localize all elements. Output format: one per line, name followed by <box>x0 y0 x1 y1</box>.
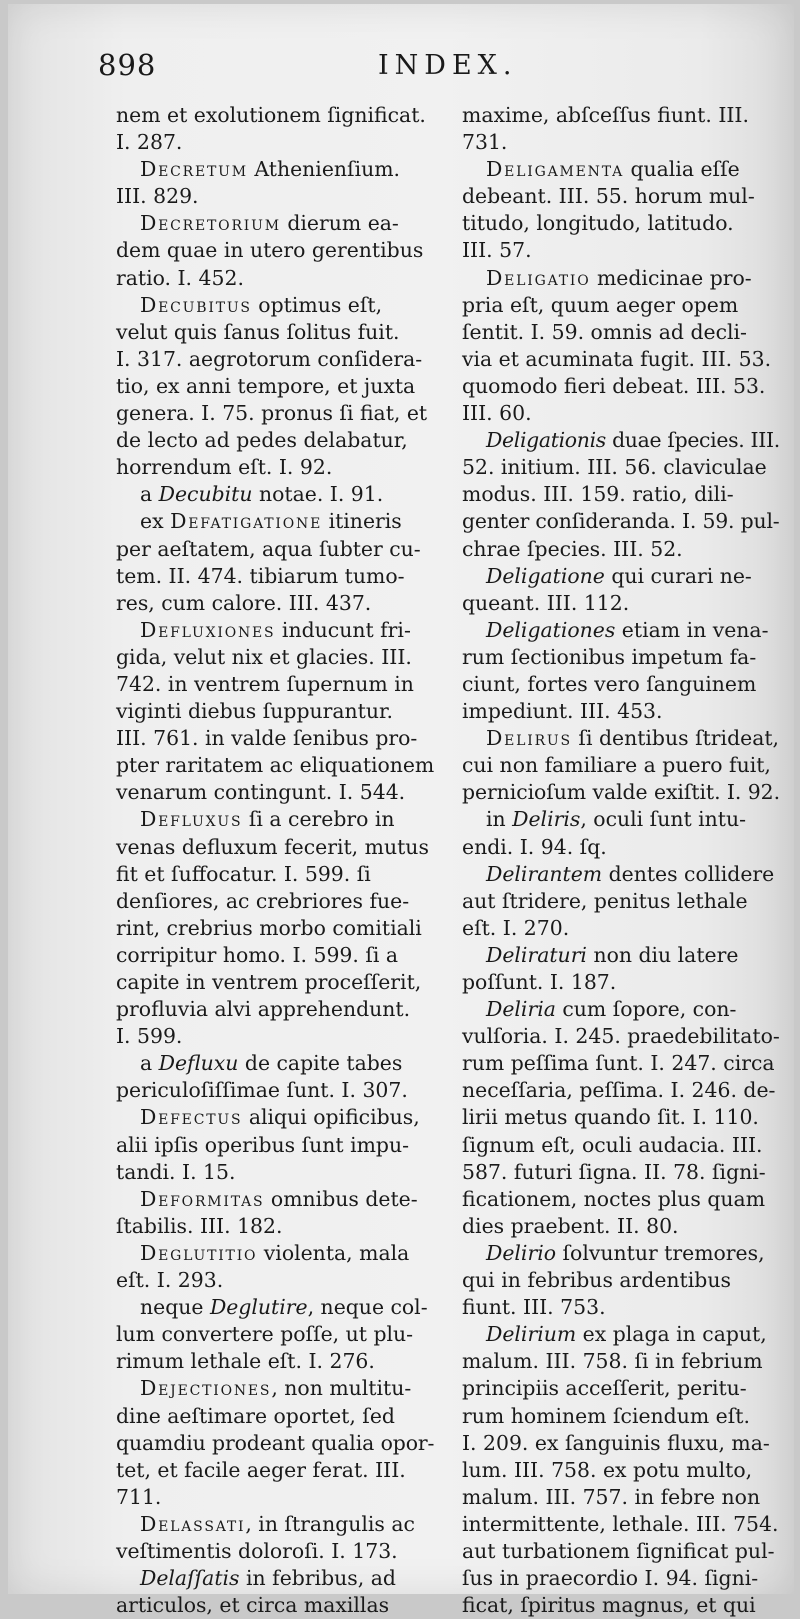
index-line <box>116 319 434 346</box>
index-line <box>116 481 434 508</box>
entry-italic-headword: Delaſſatis <box>140 1566 240 1591</box>
line-text: qui in febribus ardentibus <box>462 1268 731 1293</box>
line-text: veſtimentis doloroſi. I. 173. <box>116 1538 398 1563</box>
line-text: 731. <box>462 130 508 155</box>
index-line <box>462 752 780 779</box>
index-line <box>116 1132 434 1159</box>
index-line <box>462 671 780 698</box>
line-text: , in ſtrangulis ac <box>245 1511 415 1536</box>
index-line <box>462 1430 780 1457</box>
index-line <box>116 1403 434 1430</box>
index-line <box>116 102 434 129</box>
index-line <box>116 156 434 183</box>
entry-italic-headword: Deliris <box>512 807 581 832</box>
line-text: nem et exolutionem ſignificat. <box>116 103 426 127</box>
index-line <box>116 1321 434 1348</box>
entry-prefix: neque <box>140 1295 210 1320</box>
index-line <box>116 888 434 915</box>
line-text: intermittente, lethale. III. 754. <box>462 1511 779 1536</box>
entry-prefix: a <box>140 1051 159 1076</box>
index-line <box>116 1592 434 1619</box>
line-text: de lecto ad pedes delabatur, <box>116 428 408 453</box>
index-line <box>462 400 780 427</box>
index-line <box>116 183 434 210</box>
line-text: malum. III. 758. ſi in febrium <box>462 1349 763 1374</box>
line-text: cum ſopore, con- <box>555 997 737 1022</box>
line-text: neceſſaria, peſſima. I. 246. de- <box>462 1078 776 1103</box>
line-text: eſt. I. 293. <box>116 1268 224 1293</box>
index-line <box>462 1457 780 1484</box>
index-line <box>462 888 780 915</box>
index-line <box>462 1348 780 1375</box>
index-line <box>116 400 434 427</box>
line-text: , oculi ſunt intu- <box>580 807 747 832</box>
line-text: rimum lethale eſt. I. 276. <box>116 1349 375 1374</box>
entry-headword: Defluxus <box>140 807 243 832</box>
index-line <box>116 861 434 888</box>
index-line <box>462 156 780 183</box>
entry-prefix: ex <box>140 509 171 534</box>
line-text: , non multitu- <box>271 1376 412 1401</box>
entry-italic-headword: Deligatione <box>486 563 605 588</box>
entry-italic-headword: Deliraturi <box>486 942 587 967</box>
line-text: endi. I. 94. ſq. <box>462 834 607 859</box>
index-line <box>462 1565 780 1592</box>
line-text: genera. I. 75. pronus ſi fiat, et <box>116 401 428 426</box>
line-text: in febribus, ad <box>239 1566 396 1591</box>
index-line <box>462 183 780 210</box>
index-line <box>116 1267 434 1294</box>
entry-italic-headword: Deliria <box>486 997 556 1022</box>
line-text: ex plaga in caput, <box>576 1322 767 1347</box>
line-text: maxime, abſceſſus fiunt. III. <box>462 103 749 127</box>
index-line <box>116 427 434 454</box>
line-text: I. 209. ex ſanguinis fluxu, ma- <box>462 1430 770 1455</box>
line-text: tet, et facile aeger ferat. III. <box>116 1457 406 1482</box>
index-line <box>116 265 434 292</box>
index-line <box>116 725 434 752</box>
line-text: vulſoria. I. 245. praedebilitato- <box>462 1024 780 1049</box>
line-text: rum ſectionibus impetum fa- <box>462 644 757 669</box>
index-line <box>462 536 780 563</box>
index-line <box>462 237 780 264</box>
line-text: notae. I. 91. <box>252 482 384 507</box>
index-line <box>462 1294 780 1321</box>
index-line <box>462 1511 780 1538</box>
line-text: , neque col- <box>307 1295 428 1320</box>
index-line <box>462 969 780 996</box>
index-line <box>116 1050 434 1077</box>
line-text: dentes collidere <box>602 861 775 886</box>
line-text: medicinae pro- <box>590 265 752 290</box>
line-text: profluvia alvi apprehendunt. <box>116 997 411 1022</box>
page-header <box>8 48 794 84</box>
running-title: INDEX. <box>378 50 518 81</box>
line-text: dine aeſtimare oportet, ſed <box>116 1403 395 1428</box>
line-text: Athenienſium. <box>247 157 401 182</box>
entry-headword: Decretum <box>140 157 248 182</box>
line-text: capite in ventrem proceſſerit, <box>116 970 422 994</box>
line-text: titudo, longitudo, latitudo. <box>462 211 734 236</box>
index-line <box>462 590 780 617</box>
index-line <box>462 319 780 346</box>
line-text: qui curari ne- <box>604 563 752 588</box>
index-line <box>462 292 780 319</box>
index-line <box>462 1104 780 1131</box>
index-line <box>462 129 780 156</box>
line-text: poſſunt. I. 187. <box>462 970 617 994</box>
index-line <box>116 779 434 806</box>
line-text: ſignum eſt, oculi audacia. III. <box>462 1132 763 1157</box>
index-line <box>462 265 780 292</box>
right-column <box>462 102 780 1619</box>
index-line <box>116 563 434 590</box>
entry-headword: Dejectiones <box>140 1376 272 1401</box>
index-line <box>116 237 434 264</box>
index-line <box>116 996 434 1023</box>
entry-headword: Deglutitio <box>140 1240 258 1265</box>
index-line <box>116 1511 434 1538</box>
line-text: venas defluxum fecerit, mutus <box>116 834 429 859</box>
index-line <box>116 1484 434 1511</box>
entry-prefix: a <box>140 482 159 507</box>
index-line <box>116 752 434 779</box>
index-line <box>462 861 780 888</box>
line-text: III. 829. <box>116 184 199 209</box>
line-text: fit et ſuffocatur. I. 599. ſi <box>116 861 371 886</box>
index-line <box>116 454 434 481</box>
line-text: gida, velut nix et glacies. III. <box>116 644 412 669</box>
line-text: tem. II. 474. tibiarum tumo- <box>116 563 405 588</box>
line-text: via et acuminata fugit. III. 53. <box>462 346 772 371</box>
index-line <box>462 1159 780 1186</box>
line-text: 742. in ventrem ſupernum in <box>116 671 414 696</box>
index-line <box>462 102 780 129</box>
entry-italic-headword: Decubitu <box>158 482 253 507</box>
index-line <box>462 1403 780 1430</box>
index-line <box>116 129 434 156</box>
line-text: dierum ea- <box>280 211 399 236</box>
index-line <box>116 969 434 996</box>
line-text: 587. futuri ſigna. II. 78. ſigni- <box>462 1159 766 1184</box>
line-text: impediunt. III. 453. <box>462 699 663 724</box>
line-text: optimus eſt, <box>251 292 383 317</box>
index-line <box>116 1565 434 1592</box>
line-text: III. 60. <box>462 401 532 426</box>
line-text: horrendum eſt. I. 92. <box>116 455 333 480</box>
line-text: tandi. I. 15. <box>116 1159 236 1184</box>
index-line <box>462 806 780 833</box>
index-line <box>462 508 780 535</box>
line-text: dem quae in utero gerentibus <box>116 238 424 263</box>
line-text: per aeſtatem, aqua ſubter cu- <box>116 536 421 561</box>
line-text: rum hominem ſciendum eſt. <box>462 1403 750 1428</box>
entry-headword: Decretorium <box>140 211 281 236</box>
entry-headword: Delassati <box>140 1511 246 1536</box>
index-line <box>116 1240 434 1267</box>
line-text: pria eſt, quum aeger opem <box>462 292 739 317</box>
index-line <box>462 725 780 752</box>
line-text: viginti diebus ſuppurantur. <box>116 699 393 724</box>
index-line <box>116 1430 434 1457</box>
index-line <box>462 1132 780 1159</box>
line-text: quamdiu prodeant qualia opor- <box>116 1430 435 1455</box>
index-line <box>462 1240 780 1267</box>
line-text: quomodo fieri debeat. III. 53. <box>462 373 766 398</box>
line-text: pter raritatem ac eliquationem <box>116 753 435 778</box>
line-text: principiis acceſſerit, peritu- <box>462 1376 747 1401</box>
index-line <box>462 1023 780 1050</box>
index-line <box>116 644 434 671</box>
entry-italic-headword: Deligationis <box>486 428 606 453</box>
line-text: cui non familiare a puero fuit, <box>462 753 771 778</box>
line-text: ſi dentibus ſtrideat, <box>571 726 780 751</box>
index-line <box>462 617 780 644</box>
entry-italic-headword: Defluxu <box>158 1051 239 1076</box>
line-text: aliqui opificibus, <box>242 1105 420 1130</box>
index-line <box>116 671 434 698</box>
index-line <box>116 1104 434 1131</box>
index-line <box>116 1213 434 1240</box>
line-text: lum. III. 758. ex potu multo, <box>462 1457 753 1482</box>
index-line <box>116 915 434 942</box>
entry-headword: Defectus <box>140 1105 243 1130</box>
line-text: aut turbationem ſignificat pul- <box>462 1538 775 1563</box>
index-line <box>462 996 780 1023</box>
line-text: chrae ſpecies. III. 52. <box>462 536 683 561</box>
line-text: de capite tabes <box>238 1051 403 1076</box>
entry-italic-headword: Deglutire <box>209 1295 308 1320</box>
index-line <box>462 1050 780 1077</box>
line-text: dies praebent. II. 80. <box>462 1213 679 1238</box>
index-line <box>462 1538 780 1565</box>
line-text: ratio. I. 452. <box>116 265 244 290</box>
line-text: violenta, mala <box>257 1240 410 1265</box>
page-number: 898 <box>98 48 157 82</box>
index-line <box>116 1077 434 1104</box>
index-line <box>116 1348 434 1375</box>
index-line <box>116 1538 434 1565</box>
line-text: ſolvuntur tremores, <box>556 1240 765 1265</box>
line-text: malum. III. 757. in febre non <box>462 1484 761 1509</box>
line-text: tio, ex anni tempore, et juxta <box>116 373 416 398</box>
line-text: ſentit. I. 59. omnis ad decli- <box>462 319 747 344</box>
index-line <box>116 1457 434 1484</box>
index-line <box>462 1213 780 1240</box>
line-text: rint, crebrius morbo comitiali <box>116 915 422 940</box>
index-line <box>462 1484 780 1511</box>
index-line <box>116 617 434 644</box>
index-line <box>116 834 434 861</box>
index-line <box>462 1592 780 1619</box>
index-line <box>116 508 434 535</box>
index-line <box>116 536 434 563</box>
line-text: ficat, ſpiritus magnus, et qui <box>462 1593 756 1618</box>
entry-italic-headword: Deligationes <box>486 617 616 642</box>
line-text: 52. initium. III. 56. claviculae <box>462 455 767 480</box>
line-text: pernicioſum valde exiſtit. I. 92. <box>462 780 780 805</box>
index-line <box>116 292 434 319</box>
line-text: corripitur homo. I. 599. ſi a <box>116 942 399 967</box>
index-line <box>462 1186 780 1213</box>
index-line <box>116 942 434 969</box>
index-line <box>462 644 780 671</box>
line-text: alii ipſis operibus ſunt impu- <box>116 1132 410 1157</box>
line-text: qualia eſſe <box>623 157 740 182</box>
entry-headword: Deligatio <box>486 265 591 290</box>
index-line <box>462 1321 780 1348</box>
line-text: articulos, et circa maxillas <box>116 1593 390 1618</box>
line-text: duae ſpecies. III. <box>605 428 780 453</box>
line-text: velut quis ſanus ſolitus fuit. <box>116 319 400 344</box>
index-line <box>116 210 434 237</box>
index-line <box>462 1267 780 1294</box>
entry-headword: Deformitas <box>140 1186 265 1211</box>
index-line <box>116 698 434 725</box>
entry-headword: Delirus <box>486 726 572 751</box>
index-line <box>462 454 780 481</box>
line-text: ſus in praecordio I. 94. ſigni- <box>462 1566 759 1591</box>
index-line <box>462 481 780 508</box>
line-text: I. 317. aegrotorum conſidera- <box>116 346 423 371</box>
entry-headword: Defatigatione <box>170 509 323 534</box>
line-text: III. 57. <box>462 238 532 263</box>
index-line <box>116 1159 434 1186</box>
index-line <box>462 427 780 454</box>
line-text: ſtabilis. III. 182. <box>116 1213 283 1238</box>
entry-italic-headword: Delirium <box>486 1322 577 1347</box>
index-line <box>462 210 780 237</box>
line-text: modus. III. 159. ratio, dili- <box>462 482 734 507</box>
entry-headword: Decubitus <box>140 292 252 317</box>
index-line <box>462 346 780 373</box>
index-line <box>462 1077 780 1104</box>
index-line <box>462 834 780 861</box>
line-text: lum convertere poſſe, ut plu- <box>116 1322 414 1347</box>
index-line <box>462 1375 780 1402</box>
line-text: III. 761. in valde ſenibus pro- <box>116 726 418 751</box>
line-text: 711. <box>116 1484 162 1509</box>
line-text: I. 287. <box>116 130 183 155</box>
line-text: venarum contingunt. I. 544. <box>116 780 406 805</box>
left-column <box>116 102 434 1619</box>
entry-italic-headword: Delirio <box>486 1240 557 1265</box>
index-line <box>116 1294 434 1321</box>
index-line <box>116 1375 434 1402</box>
line-text: periculoſiſſimae ſunt. I. 307. <box>116 1078 408 1103</box>
line-text: ciunt, fortes vero ſanguinem <box>462 671 757 696</box>
index-line <box>116 1023 434 1050</box>
line-text: non diu latere <box>586 942 739 967</box>
index-line <box>462 698 780 725</box>
line-text: aut ſtridere, penitus lethale <box>462 888 748 913</box>
line-text: itineris <box>322 509 402 534</box>
line-text: queant. III. 112. <box>462 590 630 615</box>
line-text: ſi a cerebro in <box>242 807 395 832</box>
index-line <box>116 590 434 617</box>
index-line <box>462 373 780 400</box>
line-text: rum peſſima ſunt. I. 247. circa <box>462 1051 775 1076</box>
book-page <box>8 4 794 1618</box>
line-text: inducunt fri- <box>275 617 411 642</box>
line-text: omnibus dete- <box>264 1186 418 1211</box>
line-text: lirii metus quando ſit. I. 110. <box>462 1105 759 1130</box>
line-text: etiam in vena- <box>615 617 769 642</box>
entry-headword: Defluxiones <box>140 617 276 642</box>
line-text: I. 599. <box>116 1024 183 1049</box>
line-text: eſt. I. 270. <box>462 915 570 940</box>
line-text: fiunt. III. 753. <box>462 1295 606 1320</box>
line-text: debeant. III. 55. horum mul- <box>462 184 755 209</box>
entry-prefix: in <box>486 807 513 832</box>
line-text: genter conſideranda. I. 59. pul- <box>462 509 780 534</box>
index-line <box>116 1186 434 1213</box>
line-text: denſiores, ac crebriores fue- <box>116 888 410 913</box>
index-line <box>462 779 780 806</box>
index-line <box>116 806 434 833</box>
line-text: res, cum calore. III. 437. <box>116 590 372 615</box>
index-line <box>462 942 780 969</box>
line-text: ficationem, noctes plus quam <box>462 1186 766 1211</box>
entry-headword: Deligamenta <box>486 157 624 182</box>
index-line <box>116 373 434 400</box>
index-line <box>462 563 780 590</box>
index-line <box>462 915 780 942</box>
entry-italic-headword: Delirantem <box>486 861 603 886</box>
index-columns <box>116 102 780 1619</box>
index-line <box>116 346 434 373</box>
